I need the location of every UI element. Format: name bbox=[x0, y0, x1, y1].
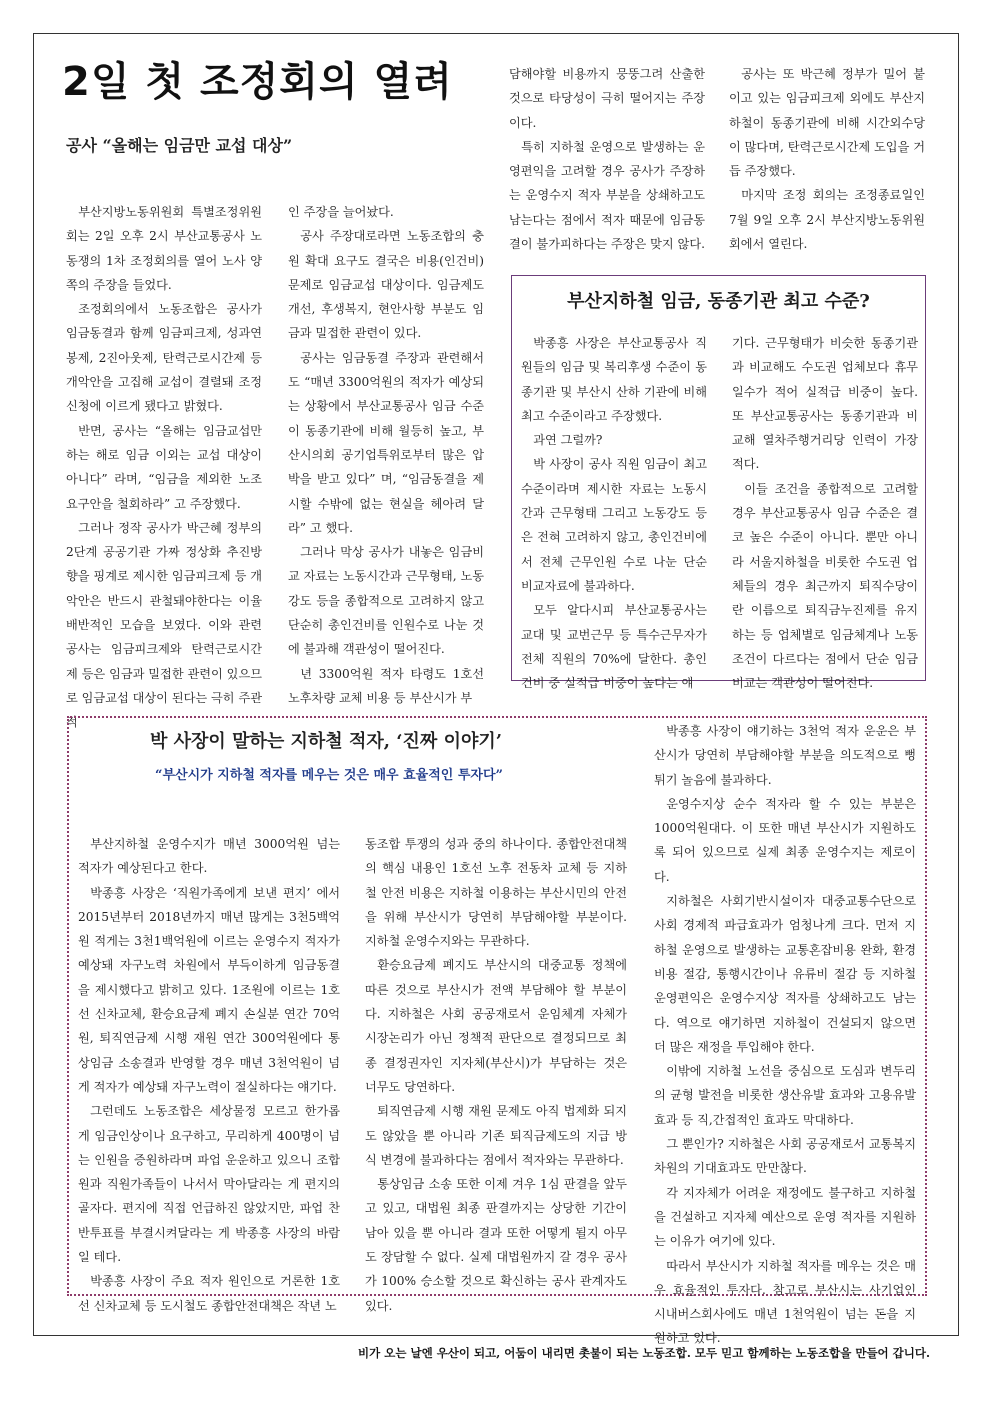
paragraph: 따라서 부산시가 지하철 적자를 메우는 것은 매우 효율적인 투자다. 참고로 부산시는 사기업인 시내버스회사에도 매년 1천억원이 넘는 돈을 지원하고 있다. bbox=[654, 1258, 916, 1346]
subheadline: 공사 “올해는 임금만 교섭 대상” bbox=[66, 136, 293, 155]
paragraph: 과연 그럴까? bbox=[533, 433, 603, 448]
paragraph: 기다. 근무형태가 비슷한 동종기관과 비교해도 수도권 업체보다 휴무일수가 적어 실적급 비중이 높다. 또 부산교통공사는 동종기관과 비교해 열차주행거리당 인력이 가장 적다. bbox=[732, 336, 918, 472]
paragraph: 박종흥 사장은 부산교통공사 직원들의 임금 및 복리후생 수준이 동종기관 및 부산시 산하 기관에 비해 최고 수준이라고 주장했다. bbox=[521, 336, 707, 423]
paragraph: 이들 조건을 종합적으로 고려할 경우 부산교통공사 임금 수준은 결코 높은 수준이 아니다. 뿐만 아니라 서울지하철을 비롯한 수도권 업체들의 경우 최근까지 퇴직수당이란 이름으로 퇴직금누진제를 유지하는 등 업체별로 임금체계나 노동조건이 다르다는 점에서 단순 임금비교는 객관성이 떨어진다. bbox=[732, 481, 918, 691]
paragraph: 부산지방노동위원회 특별조정위원회는 2일 오후 2시 부산교통공사 노동쟁의 1차 조정회의를 열어 노사 양쪽의 주장을 들었다. bbox=[66, 205, 262, 292]
article3-column-2 bbox=[365, 832, 627, 1318]
article1-column-1 bbox=[66, 200, 262, 735]
paragraph: 박 사장이 공사 직원 임금이 최고 수준이라며 제시한 자료는 노동시간과 근무형태 그리고 노동강도 등은 전혀 고려하지 않고, 총인건비에서 전체 근무인원 수로 나눈 단순 비교자료에 불과하다. bbox=[521, 457, 707, 593]
paragraph: 각 지자체가 어려운 재정에도 불구하고 지하철을 건설하고 지자체 예산으로 운영 적자를 지원하는 이유가 여기에 있다. bbox=[654, 1185, 916, 1249]
paragraph: 공사는 또 박근혜 정부가 밀어 붙이고 있는 임금피크제 외에도 부산지하철이 동종기관에 비해 시간외수당이 많다며, 탄력근로시간제 도입을 거듭 주장했다. bbox=[729, 67, 925, 179]
paragraph: 공사 주장대로라면 노동조합의 충원 확대 요구도 결국은 비용(인건비) 문제로 임금교섭 대상이다. 임금제도 개선, 후생복지, 현안사항 부분도 임금과 밀접한 관련이 있다. bbox=[288, 229, 484, 341]
paragraph: 이밖에 지하철 노선을 중심으로 도심과 변두리의 균형 발전을 비롯한 생산유발 효과와 고용유발 효과 등 직,간접적인 효과도 막대하다. bbox=[654, 1064, 916, 1127]
paragraph: 운영수지상 순수 적자라 할 수 있는 부분은 1000억원대다. 이 또한 매년 부산시가 지원하도록 되어 있으므로 실제 최종 운영수지는 제로이다. bbox=[654, 796, 916, 884]
paragraph: 인 주장을 늘어놨다. bbox=[288, 205, 394, 219]
paragraph: 담해야할 비용까지 뭉뚱그려 산출한 것으로 타당성이 극히 떨어지는 주장이다. bbox=[509, 67, 705, 130]
article2-column-1 bbox=[521, 331, 707, 695]
paragraph: 그러나 막상 공사가 내놓은 임금비교 자료는 노동시간과 근무형태, 노동강도 등을 종합적으로 고려하지 않고 단순히 총인건비를 인원수로 나눈 것에 불과해 객관성이 떨어진다. bbox=[288, 545, 484, 657]
footer-slogan: 비가 오는 날엔 우산이 되고, 어둠이 내리면 촛불이 되는 노동조합. 모두 믿고 함께하는 노동조합을 만들어 갑니다. bbox=[358, 1346, 930, 1360]
paragraph: 년 3300억원 적자 타령도 1호선 노후차량 교체 비용 등 부산시가 부 bbox=[288, 666, 484, 705]
paragraph: 그러나 정작 공사가 박근혜 정부의 2단계 공공기관 가짜 정상화 추진방향을 핑계로 제시한 임금피크제 등 개악안은 반드시 관철돼야한다는 이율배반적인 모습을 보였다. 이와 관련 공사는 임금피크제와 탄력근로시간제 등은 임금과 밀접한 관련이 있으므로 임금교섭 대상이 된다는 극히 주관적 bbox=[66, 520, 262, 730]
article1-column-2 bbox=[288, 200, 484, 710]
paragraph: 박종흥 사장이 주요 적자 원인으로 거론한 1호선 신차교체 등 도시철도 종합안전대책은 작년 노 bbox=[78, 1274, 340, 1313]
article3-column-1 bbox=[78, 832, 340, 1318]
paragraph: 조정회의에서 노동조합은 공사가 임금동결과 함께 임금피크제, 성과연봉제, 2진아웃제, 탄력근로시간제 등 개악안을 고집해 교섭이 결렬돼 조정신청에 이르게 됐다고 밝혔다. bbox=[66, 302, 262, 414]
paragraph: 반면, 공사는 “올해는 임금교섭만 하는 해로 임금 이외는 교섭 대상이 아니다” 라며, “임금을 제외한 노조 요구안을 철회하라” 고 주장했다. bbox=[66, 423, 262, 511]
paragraph: 그런데도 노동조합은 세상물정 모르고 한가롭게 임금인상이나 요구하고, 무리하게 400명이 넘는 인원을 증원하라며 파업 운운하고 있으니 조합원과 직원가족들이 나서서 막아달라는 게 편지의 골자다. 편지에 직접 언급하진 않았지만, 파업 찬반투표를 부결시켜달라는 게 박종흥 사장의 바람일 테다. bbox=[78, 1104, 340, 1265]
paragraph: 동조합 투쟁의 성과 중의 하나이다. 종합안전대책의 핵심 내용인 1호선 노후 전동차 교체 등 지하철 안전 비용은 지하철 이용하는 부산시민의 안전을 위해 부산시가 당연히 부담해야할 부분이다. 지하철 운영수지와는 무관하다. bbox=[365, 837, 627, 949]
paragraph: 그 뿐인가? 지하철은 사회 공공재로서 교통복지 차원의 기대효과도 만만찮다. bbox=[654, 1137, 916, 1176]
paragraph: 모두 알다시피 부산교통공사는 교대 및 교번근무 등 특수근무자가 전체 직원의 70%에 달한다. 총인건비 중 실적급 비중이 높다는 얘 bbox=[521, 603, 707, 691]
paragraph: 박종흥 사장이 얘기하는 3천억 적자 운운은 부산시가 당연히 부담해야할 부분을 의도적으로 뻥튀기 놀음에 불과하다. bbox=[654, 724, 916, 787]
article1-column-4 bbox=[729, 62, 925, 256]
paragraph: 지하철은 사회기반시설이자 대중교통수단으로 사회 경제적 파급효과가 엄청나게 크다. 먼저 지하철 운영으로 발생하는 교통혼잡비용 완화, 환경비용 절감, 통행시간이나 유류비 절감 등 지하철 운영편익은 운영수지상 적자를 상쇄하고도 남는다. 역으로 얘기하면 지하철이 건설되지 않으면 더 많은 재정을 투입해야 한다. bbox=[654, 894, 916, 1054]
paragraph: 공사는 임금동결 주장과 관련해서도 “매년 3300억원의 적자가 예상되는 상황에서 부산교통공사 임금 수준이 동종기관에 비해 월등히 높고, 부산시의회 공기업특위로부터 많은 압박을 받고 있다” 며, “임금동결을 제시할 수밖에 없는 현실을 헤아려 달라” 고 했다. bbox=[288, 350, 484, 535]
paragraph: 특히 지하철 운영으로 발생하는 운영편익을 고려할 경우 공사가 주장하는 운영수지 적자 부분을 상쇄하고도 남는다는 점에서 적자 때문에 임금동결이 불가피하다는 주장은 맞지 않다. bbox=[509, 139, 705, 252]
article2-column-2 bbox=[732, 331, 918, 695]
feature-subtitle: “부산시가 지하철 적자를 메우는 것은 매우 효율적인 투자다” bbox=[155, 768, 504, 783]
article1-column-3 bbox=[509, 62, 705, 256]
paragraph: 박종흥 사장은 ‘직원가족에게 보낸 편지’ 에서 2015년부터 2018년까지 매년 많게는 3천5백억원 적게는 3천1백억원에 이르는 운영수지 적자가 예상돼 자구노력 차원에서 부득이하게 임금동결을 제시했다고 밝히고 있다. 1조원에 이르는 1호선 신차교체, 환승요금제 폐지 손실분 연간 70억원, 퇴직연금제 시행 재원 연간 300억원에다 통상임금 소송결과 반영할 경우 매년 3천억원이 넘게 적자가 예상돼 자구노력이 절실하다는 얘기다. bbox=[78, 885, 340, 1094]
paragraph: 통상임금 소송 또한 이제 겨우 1심 판결을 앞두고 있고, 대법원 최종 판결까지는 상당한 기간이 남아 있을 뿐 아니라 결과 또한 어떻게 될지 아무도 장담할 수 없다. 실제 대법원까지 갈 경우 공사가 100% 승소할 것으로 확신하는 공사 관계자도 있다. bbox=[365, 1177, 627, 1313]
article3-column-3 bbox=[654, 719, 916, 1351]
paragraph: 부산지하철 운영수지가 매년 3000억원 넘는 적자가 예상된다고 한다. bbox=[78, 837, 340, 876]
feature-title: 박 사장이 말하는 지하철 적자, ‘진짜 이야기’ bbox=[150, 731, 502, 752]
headline: 2일 첫 조정회의 열려 bbox=[62, 59, 453, 105]
paragraph: 퇴직연금제 시행 재원 문제도 아직 법제화 되지도 않았을 뿐 아니라 기존 퇴직금제도의 지급 방식 변경에 불과하다는 점에서 적자와는 무관하다. bbox=[365, 1104, 627, 1167]
paragraph: 환승요금제 폐지도 부산시의 대중교통 정책에 따른 것으로 부산시가 전액 부담해야 할 부분이다. 지하철은 사회 공공재로서 운임체계 자체가 시장논리가 아닌 정책적 판단으로 결정되므로 최종 결정권자인 지자체(부산시)가 부담하는 것은 너무도 당연하다. bbox=[365, 958, 627, 1094]
paragraph: 마지막 조정 회의는 조정종료일인 7월 9일 오후 2시 부산지방노동위원회에서 열린다. bbox=[729, 188, 925, 252]
sidebar-box-title: 부산지하철 임금, 동종기관 최고 수준? bbox=[567, 291, 870, 312]
